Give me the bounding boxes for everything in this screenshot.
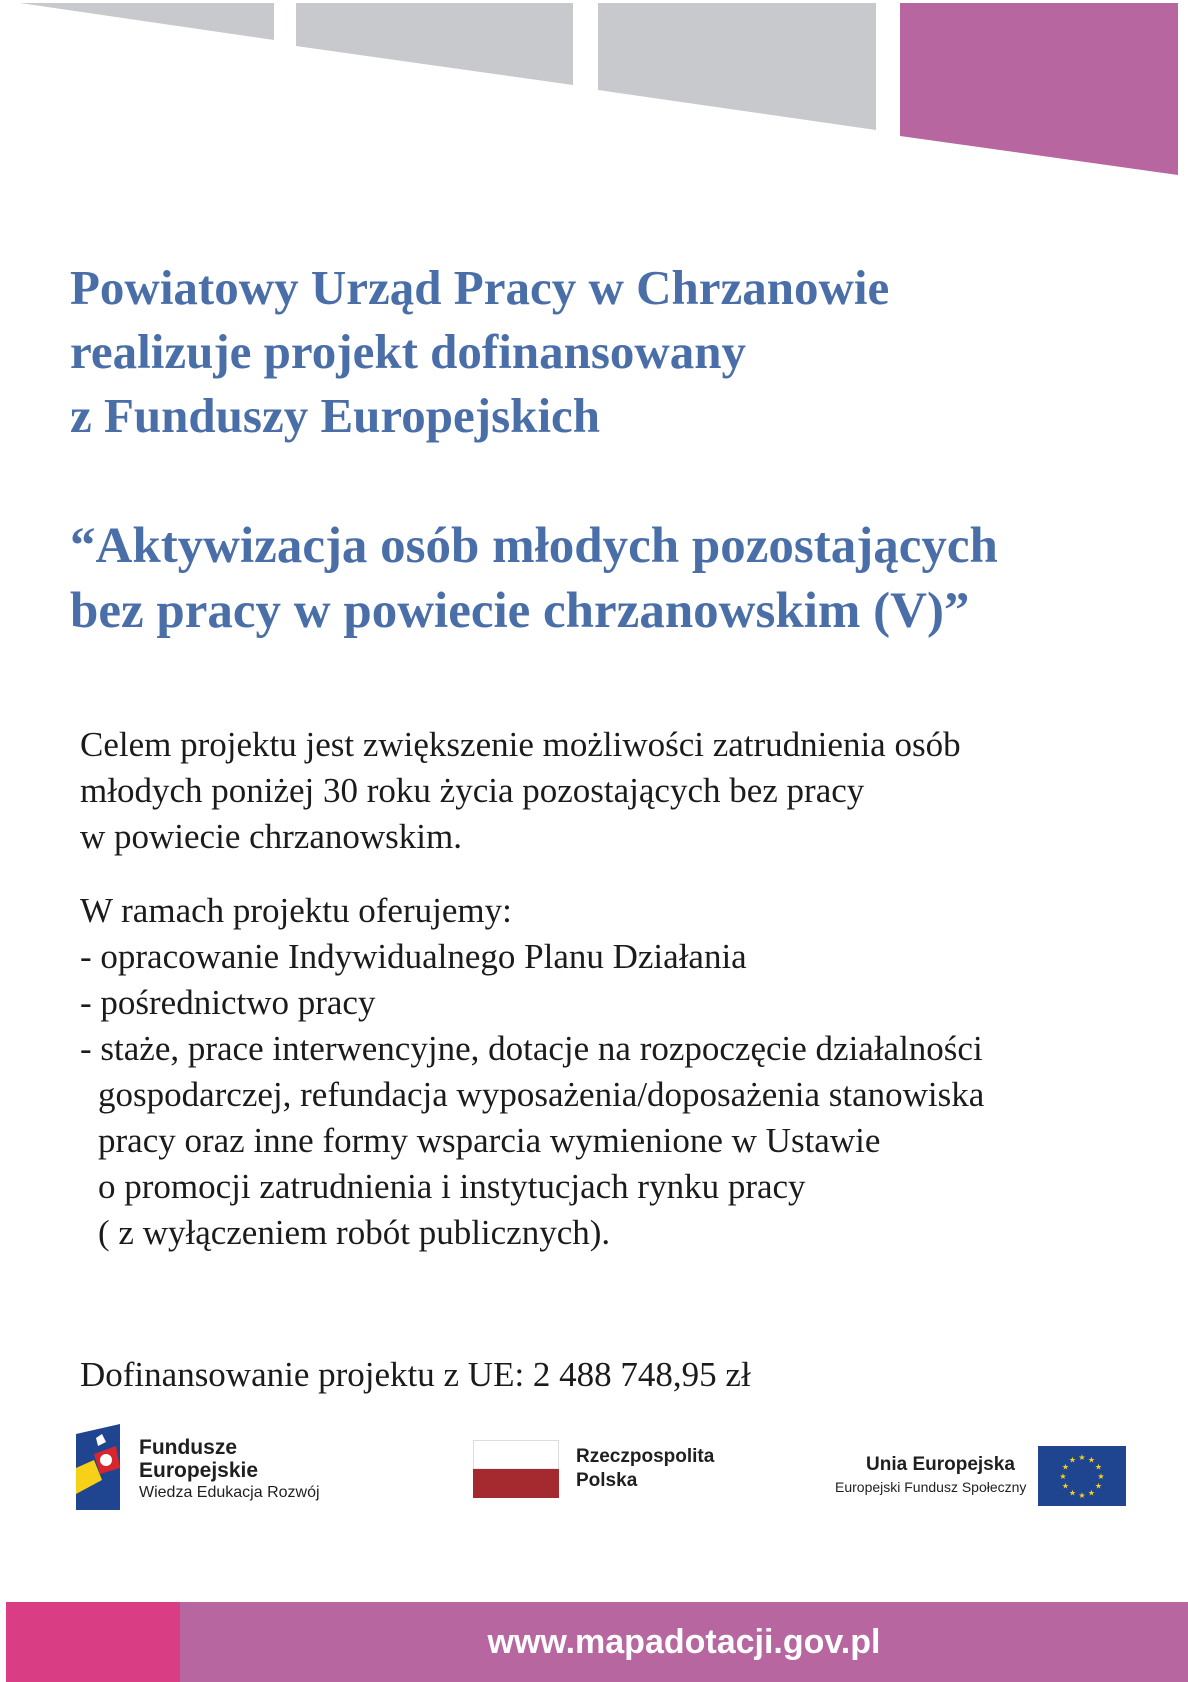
- page-heading: [70, 256, 1160, 448]
- footer-url-link[interactable]: www.mapadotacji.gov.pl: [487, 1623, 881, 1661]
- eu-star-icon: ★: [1068, 1488, 1077, 1498]
- heading-line: Powiatowy Urząd Pracy w Chrzanowie: [70, 260, 890, 315]
- offer-item: - pośrednictwo pracy: [80, 983, 376, 1022]
- offer-item-continuation: pracy oraz inne formy wsparcia wymienione w Ustawie: [98, 1121, 881, 1160]
- ue-logo-line2: Europejski Fundusz Społeczny: [835, 1479, 1027, 1495]
- top-decorative-bars: [0, 0, 1188, 180]
- offer-intro: W ramach projektu oferujemy:: [80, 891, 512, 930]
- fe-logo-line1: Fundusze: [139, 1436, 237, 1459]
- goal-line: Celem projektu jest zwiększenie możliwości zatrudnienia osób: [80, 725, 961, 764]
- project-title-line: “Aktywizacja osób młodych pozostających: [70, 518, 998, 574]
- eu-star-icon: ★: [1078, 1453, 1086, 1462]
- pink-bar: [900, 3, 1178, 175]
- gray-bar-2: [296, 3, 573, 85]
- footer-accent-block: [6, 1602, 180, 1682]
- eu-star-icon: ★: [1087, 1488, 1096, 1498]
- heading-line: z Funduszy Europejskich: [70, 388, 601, 443]
- eu-star-icon: ★: [1094, 1462, 1103, 1472]
- gray-bar-3: [598, 3, 876, 130]
- goal-line: młodych poniżej 30 roku życia pozostających bez pracy: [80, 771, 865, 810]
- offer-item: - staże, prace interwencyjne, dotacje na rozpoczęcie działalności: [80, 1029, 983, 1068]
- goal-line: w powiecie chrzanowskim.: [80, 817, 462, 856]
- eu-star-icon: ★: [1068, 1455, 1077, 1465]
- project-goal-paragraph: [80, 722, 1170, 860]
- fe-logo-line2: Europejskie: [139, 1459, 259, 1482]
- fundusze-europejskie-logo-icon: [76, 1424, 120, 1510]
- eu-star-icon: ★: [1061, 1481, 1070, 1491]
- eu-star-icon: ★: [1094, 1481, 1103, 1491]
- ue-logo-line1: Unia Europejska: [866, 1454, 1015, 1475]
- offer-item-continuation: ( z wyłączeniem robót publicznych).: [98, 1213, 611, 1252]
- eu-star-icon: ★: [1059, 1472, 1067, 1481]
- project-title: [70, 514, 1170, 644]
- fe-logo-line3: Wiedza Edukacja Rozwój: [139, 1484, 320, 1501]
- footer-bar: [6, 1602, 1188, 1682]
- rp-logo-line2: Polska: [576, 1470, 638, 1491]
- eu-star-icon: ★: [1078, 1491, 1086, 1500]
- heading-line: realizuje projekt dofinansowany: [70, 324, 747, 379]
- eu-star-icon: ★: [1097, 1472, 1105, 1481]
- offer-item-continuation: gospodarczej, refundacja wyposażenia/doposażenia stanowiska: [98, 1075, 985, 1114]
- funding-amount: Dofinansowanie projektu z UE: 2 488 748,95 zł: [80, 1355, 751, 1394]
- eu-flag-icon: [1038, 1446, 1126, 1506]
- gray-bar-1: [20, 3, 274, 40]
- eu-star-icon: ★: [1087, 1455, 1096, 1465]
- polish-flag-icon: [473, 1440, 559, 1498]
- project-title-line: bez pracy w powiecie chrzanowskim (V)”: [70, 583, 970, 639]
- offer-item: - opracowanie Indywidualnego Planu Działania: [80, 937, 747, 976]
- eu-star-icon: ★: [1061, 1462, 1070, 1472]
- offer-item-continuation: o promocji zatrudnienia i instytucjach rynku pracy: [98, 1167, 806, 1206]
- logo-strip: [0, 1420, 1188, 1520]
- rp-logo-line1: Rzeczpospolita: [576, 1446, 715, 1467]
- offer-section: [80, 888, 1170, 1256]
